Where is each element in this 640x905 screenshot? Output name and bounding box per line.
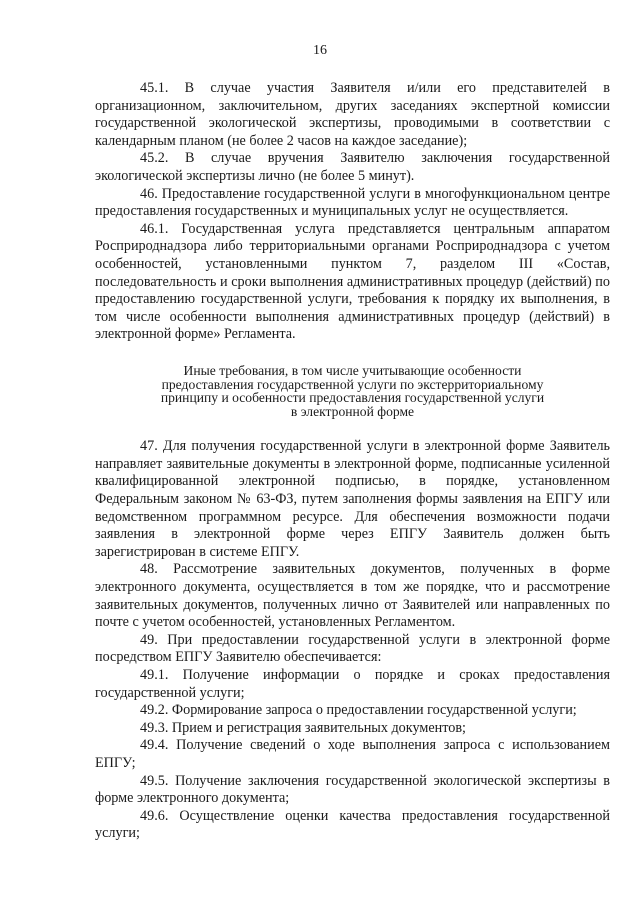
section-heading-line: принципу и особенности предоставления государственной услуги [160, 390, 545, 406]
paragraph-45-1: 45.1. В случае участия Заявителя и/или его представителей в организационном, заключительном, других заседаниях экспертной комиссии государственной экологической экспертизы, проводимыми в соответствии с календарным планом (не более 2 часов на каждое заседание); [95, 80, 610, 149]
paragraph-49-6: 49.6. Осуществление оценки качества предоставления государственной услуги; [95, 807, 610, 842]
paragraph-46-1: 46.1. Государственная услуга представляется центральным аппаратом Росприроднадзора либо территориальными органами Росприроднадзора с учетом особенностей, установленными пунктом 7, разделом III «Состав, последовательность и сроки выполнения административных процедур (действий) по предоставлению государственной услуги, требования к порядку их выполнения, в том числе особенности выполнения административных процедур (действий) в электронной форме» Регламента. [95, 220, 610, 343]
section-heading-line: Иные требования, в том числе учитывающие особенности [183, 362, 522, 378]
section-heading-line: предоставления государственной услуги по экстерриториальному [161, 376, 544, 392]
section-heading [95, 364, 610, 418]
paragraph-49: 49. При предоставлении государственной услуги в электронной форме посредством ЕПГУ Заявителю обеспечивается: [95, 631, 610, 666]
paragraph-49-4: 49.4. Получение сведений о ходе выполнения запроса с использованием ЕПГУ; [95, 737, 610, 771]
paragraph-47: 47. Для получения государственной услуги в электронной форме Заявитель направляет заявительные документы в электронной форме, подписанные усиленной квалифицированной электронной подписью, в порядке, установленном Федеральным законом № 63-ФЗ, путем заполнения формы заявления на ЕПГУ или ведомственном программном ресурсе. Для обеспечения возможности подачи заявления в электронной форме через ЕПГУ Заявитель должен быть зарегистрирован в системе ЕПГУ. [95, 438, 610, 560]
paragraph-49-5: 49.5. Получение заключения государственной экологической экспертизы в форме электронного документа; [95, 772, 610, 807]
paragraph-46: 46. Предоставление государственной услуги в многофункциональном центре предоставления государственных и муниципальных услуг не осуществляется. [95, 185, 610, 220]
paragraph-49-1: 49.1. Получение информации о порядке и сроках предоставления государственной услуги; [95, 667, 610, 701]
section-heading-line: в электронной форме [290, 403, 415, 419]
document-body [95, 80, 610, 843]
paragraph-49-3: 49.3. Прием и регистрация заявительных документов; [140, 719, 466, 736]
page-number: 16 [313, 43, 327, 58]
paragraph-48: 48. Рассмотрение заявительных документов, полученных в форме электронного документа, осуществляется в том же порядке, что и рассмотрение заявительных документов, полученных лично от Заявителей или направленных по почте с учетом особенностей, установленных Регламентом. [95, 561, 610, 631]
paragraph-45-2: 45.2. В случае вручения Заявителю заключения государственной экологической экспертизы лично (не более 5 минут). [95, 150, 610, 184]
paragraph-49-2: 49.2. Формирование запроса о предоставлении государственной услуги; [140, 702, 577, 719]
